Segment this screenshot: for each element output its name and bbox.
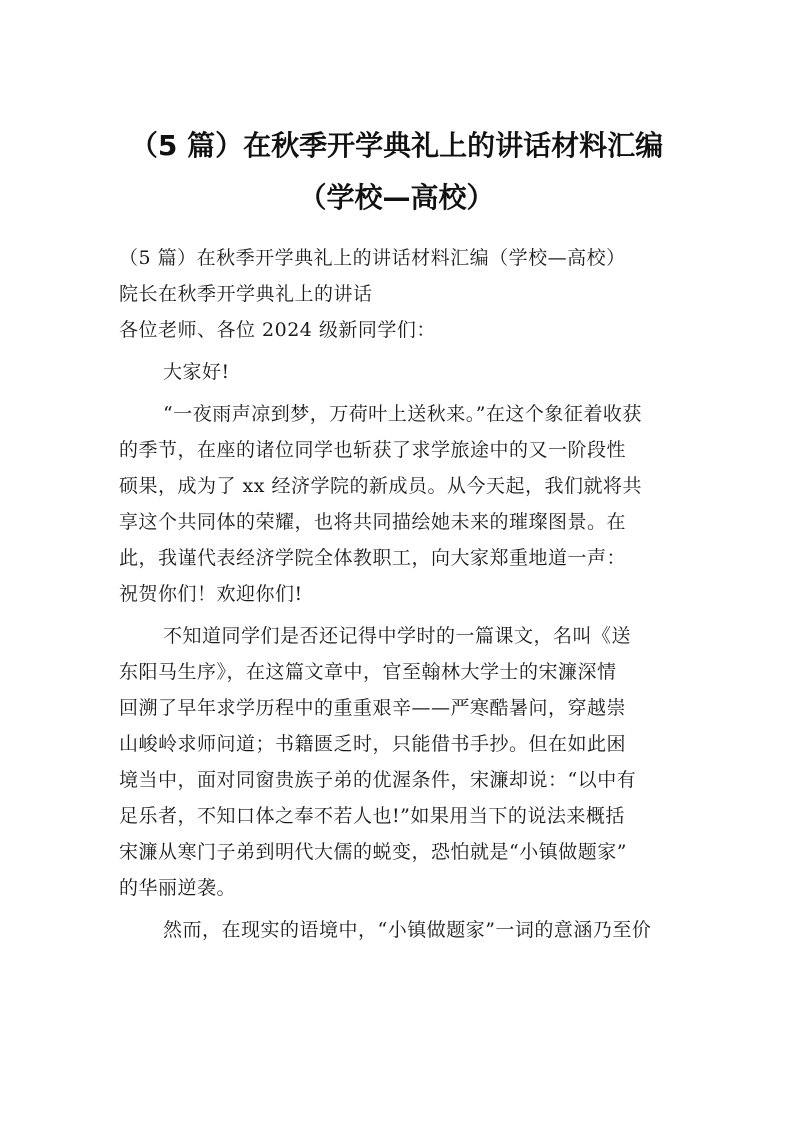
paragraph-line: 境当中，面对同窗贵族子弟的优渥条件，宋濂却说：“以中有	[119, 769, 637, 791]
paragraph-line: “一夜雨声凉到梦，万荷叶上送秋来。”在这个象征着收获	[163, 403, 642, 425]
paragraph-line: 山峻岭求师问道；书籍匮乏时，只能借书手抄。但在如此困	[119, 733, 627, 755]
document-title-line-2: （学校—高校）	[298, 181, 495, 214]
paragraph-line: 宋濂从寒门子弟到明代大儒的蜕变，恐怕就是“小镇做题家”	[119, 841, 627, 863]
speech-heading: 院长在秋季开学典礼上的讲话	[119, 283, 373, 305]
paragraph-line: 足乐者，不知口体之奉不若人也!”如果用当下的说法来概括	[119, 805, 625, 827]
paragraph-line: 的华丽逆袭。	[119, 877, 237, 899]
paragraph-line: 祝贺你们！欢迎你们!	[119, 583, 303, 605]
greeting: 大家好!	[163, 361, 230, 383]
document-title-line-1: （5 篇）在秋季开学典礼上的讲话材料汇编	[129, 129, 664, 162]
paragraph-line: 东阳马生序》，在这篇文章中，官至翰林大学士的宋濂深情	[119, 661, 617, 683]
paragraph-line: 不知道同学们是否还记得中学时的一篇课文，名叫《送	[163, 625, 632, 647]
paragraph-line: 享这个共同体的荣耀，也将共同描绘她未来的璀璨图景。在	[119, 511, 627, 533]
paragraph-line: 硕果，成为了 xx 经济学院的新成员。从今天起，我们就将共	[119, 475, 643, 497]
subtitle-line: （5 篇）在秋季开学典礼上的讲话材料汇编（学校—高校）	[119, 247, 626, 269]
paragraph-line: 的季节，在座的诸位同学也斩获了求学旅途中的又一阶段性	[119, 439, 627, 461]
paragraph-line: 回溯了早年求学历程中的重重艰辛——严寒酷暑问，穿越崇	[119, 697, 627, 719]
document-body	[119, 240, 679, 948]
paragraph-line: 此，我谨代表经济学院全体教职工，向大家郑重地道一声：	[119, 547, 627, 569]
salutation: 各位老师、各位 2024 级新同学们：	[119, 319, 436, 341]
paragraph-line: 然而，在现实的语境中，“小镇做题家”一词的意涵乃至价	[163, 919, 652, 941]
